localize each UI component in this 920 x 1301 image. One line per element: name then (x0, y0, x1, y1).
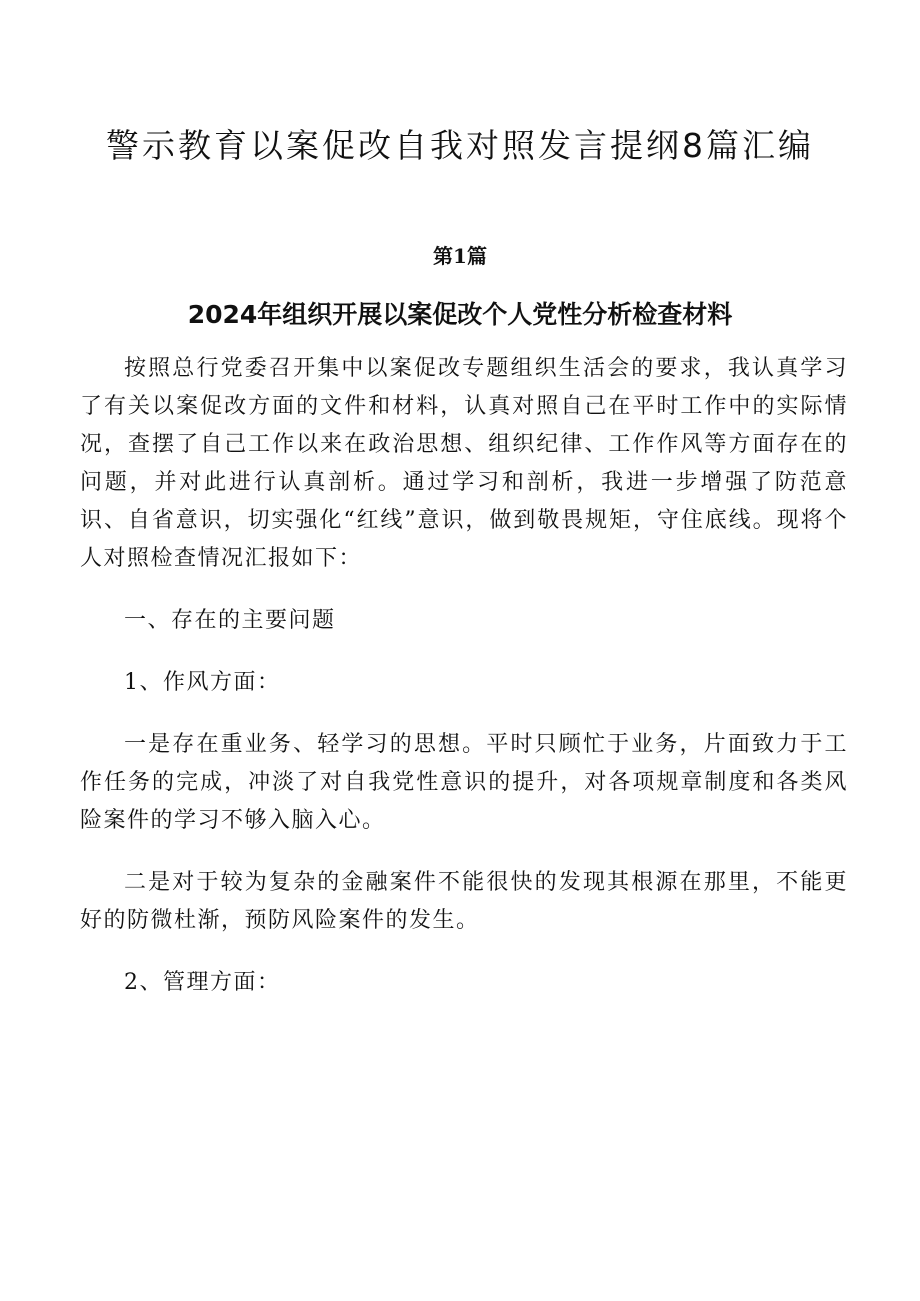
point-paragraph-2: 二是对于较为复杂的金融案件不能很快的发现其根源在那里，不能更好的防微杜渐，预防风险案件的发生。 (80, 870, 848, 933)
chapter-label: 第1篇 (433, 244, 487, 268)
section-heading-problems: 一、存在的主要问题 (124, 608, 336, 633)
sub-heading-management: 2、管理方面： (124, 970, 281, 995)
intro-paragraph: 按照总行党委召开集中以案促改专题组织生活会的要求，我认真学习了有关以案促改方面的文件和材料，认真对照自己在平时工作中的实际情况，查摆了自己工作以来在政治思想、组织纪律、工作作风等方面存在的问题，并对此进行认真剖析。通过学习和剖析，我进一步增强了防范意识、自省意识，切实强化“红线”意识，做到敬畏规矩，守住底线。现将个人对照检查情况汇报如下： (80, 356, 848, 571)
document-body (80, 350, 848, 1026)
article-title: 2024年组织开展以案促改个人党性分析检查材料 (187, 300, 733, 329)
point-paragraph-1: 一是存在重业务、轻学习的思想。平时只顾忙于业务，片面致力于工作任务的完成，冲淡了对自我党性意识的提升，对各项规章制度和各类风险案件的学习不够入脑入心。 (80, 732, 848, 833)
document-title: 警示教育以案促改自我对照发言提纲8篇汇编 (106, 126, 814, 165)
sub-heading-style: 1、作风方面： (124, 670, 281, 695)
